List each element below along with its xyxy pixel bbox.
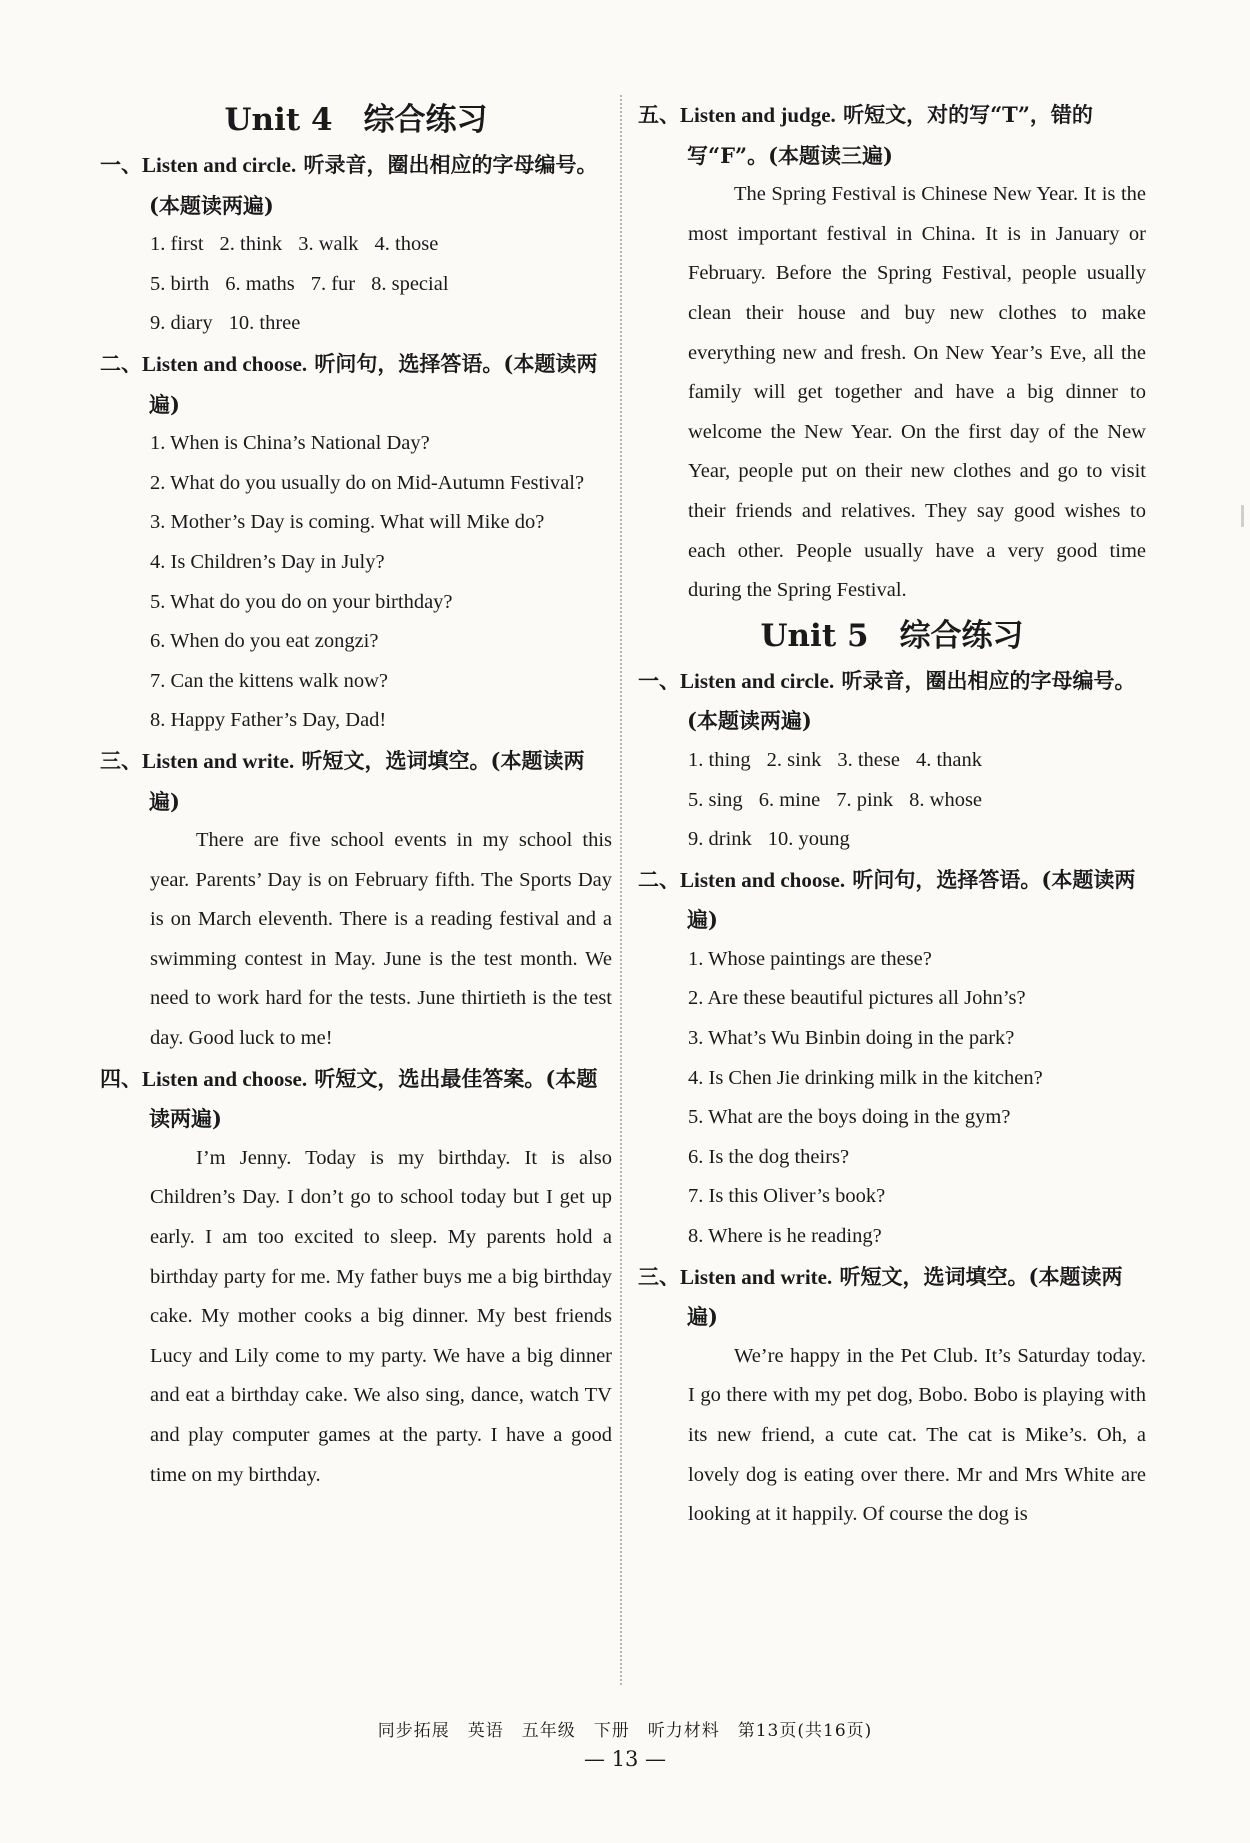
passage: I’m Jenny. Today is my birthday. It is also Children’s Day. I don’t go to school today but I get up early. I am too excited to sleep. My parents hold a birthday party for me. My father buys me a big birthday cake. My mother cooks a big dinner. My best friends Lucy and Lily come to my party. We have a big dinner and eat a birthday cake. We also sing, dance, watch TV and play computer games at the party. I have a good time on my birthday. xyxy=(150,1146,612,1486)
list-item: 7. Can the kittens walk now? xyxy=(150,669,388,692)
question-list xyxy=(638,940,1146,1257)
list-item: 3. Mother’s Day is coming. What will Mike do? xyxy=(150,511,545,534)
section-heading: 三、Listen and write. 听短文，选词填空。(本题读两遍) xyxy=(638,1263,1123,1330)
list-item: 4. Is Chen Jie drinking milk in the kitchen? xyxy=(688,1066,1043,1089)
list-item: 7. Is this Oliver’s book? xyxy=(688,1185,886,1208)
list-item: 8. Happy Father’s Day, Dad! xyxy=(150,709,387,732)
list-item: 2. What do you usually do on Mid-Autumn Festival? xyxy=(150,471,585,494)
left-column xyxy=(100,95,612,1495)
list-item: 5. What do you do on your birthday? xyxy=(150,590,453,613)
list-item: 1. When is China’s National Day? xyxy=(150,432,430,455)
section-heading: 二、Listen and choose. 听问句，选择答语。(本题读两遍) xyxy=(100,350,598,417)
list-item: 6. When do you eat zongzi? xyxy=(150,630,379,653)
list-item: 8. Where is he reading? xyxy=(688,1225,882,1248)
footer-info: 同步拓展 英语 五年级 下册 听力材料 第13页(共16页) xyxy=(377,1721,873,1741)
list-item: 1. Whose paintings are these? xyxy=(688,947,932,970)
edge-mark xyxy=(1241,505,1244,527)
list-item: 2. Are these beautiful pictures all John’s? xyxy=(688,987,1026,1010)
section-heading: 一、Listen and circle. 听录音，圈出相应的字母编号。(本题读两遍) xyxy=(100,152,598,218)
word-list: 1. thing 2. sink 3. these 4. thank 5. sing 6. mine 7. pink 8. whose 9. drink 10. young xyxy=(688,748,983,851)
passage: There are five school events in my school this year. Parents’ Day is on February fifth. The Sports Day is on March eleventh. There is a reading festival and a swimming contest in May. June is the test month. We need to work hard for the tests. June thirtieth is the test day. Good luck to me! xyxy=(150,829,612,1050)
word-list: 1. first 2. think 3. walk 4. those 5. birth 6. maths 7. fur 8. special 9. diary 10. three xyxy=(150,233,449,335)
column-divider xyxy=(620,95,622,1685)
question-list xyxy=(100,424,612,741)
section-heading: 三、Listen and write. 听短文，选词填空。(本题读两遍) xyxy=(100,747,585,814)
section-heading: 一、Listen and circle. 听录音，圈出相应的字母编号。(本题读两遍) xyxy=(638,667,1136,734)
right-column xyxy=(638,95,1146,1535)
list-item: 3. What’s Wu Binbin doing in the park? xyxy=(688,1027,1015,1050)
unit-4-title: Unit 4 综合练习 xyxy=(224,102,488,138)
list-item: 4. Is Children’s Day in July? xyxy=(150,550,385,573)
unit-5-title: Unit 5 综合练习 xyxy=(760,617,1024,654)
passage: The Spring Festival is Chinese New Year. It is the most important festival in China. It is in January or February. Before the Spring Festival, people usually clean their house and buy new clothes to make everything new and fresh. On New Year’s Eve, all the family will get together and have a big dinner to welcome the New Year. On the first day of the New Year, people put on their new clothes and go to visit their friends and relatives. They say good wishes to each other. People usually have a very good time during the Spring Festival. xyxy=(688,183,1146,602)
section-heading: 二、Listen and choose. 听问句，选择答语。(本题读两遍) xyxy=(638,866,1136,933)
section-heading: 五、Listen and judge. 听短文，对的写“T”，错的写“F”。(本题读三遍) xyxy=(638,102,1093,168)
section-heading: 四、Listen and choose. 听短文，选出最佳答案。(本题读两遍) xyxy=(100,1065,598,1132)
page-number: — 13 — xyxy=(583,1747,667,1771)
list-item: 5. What are the boys doing in the gym? xyxy=(688,1106,1011,1129)
list-item: 6. Is the dog theirs? xyxy=(688,1145,850,1168)
passage: We’re happy in the Pet Club. It’s Saturday today. I go there with my pet dog, Bobo. Bobo is playing with its new friend, a cute cat. The cat is Mike’s. Oh, a lovely dog is eating over there. Mr and Mrs White are looking at it happily. Of course the dog is xyxy=(688,1344,1146,1526)
